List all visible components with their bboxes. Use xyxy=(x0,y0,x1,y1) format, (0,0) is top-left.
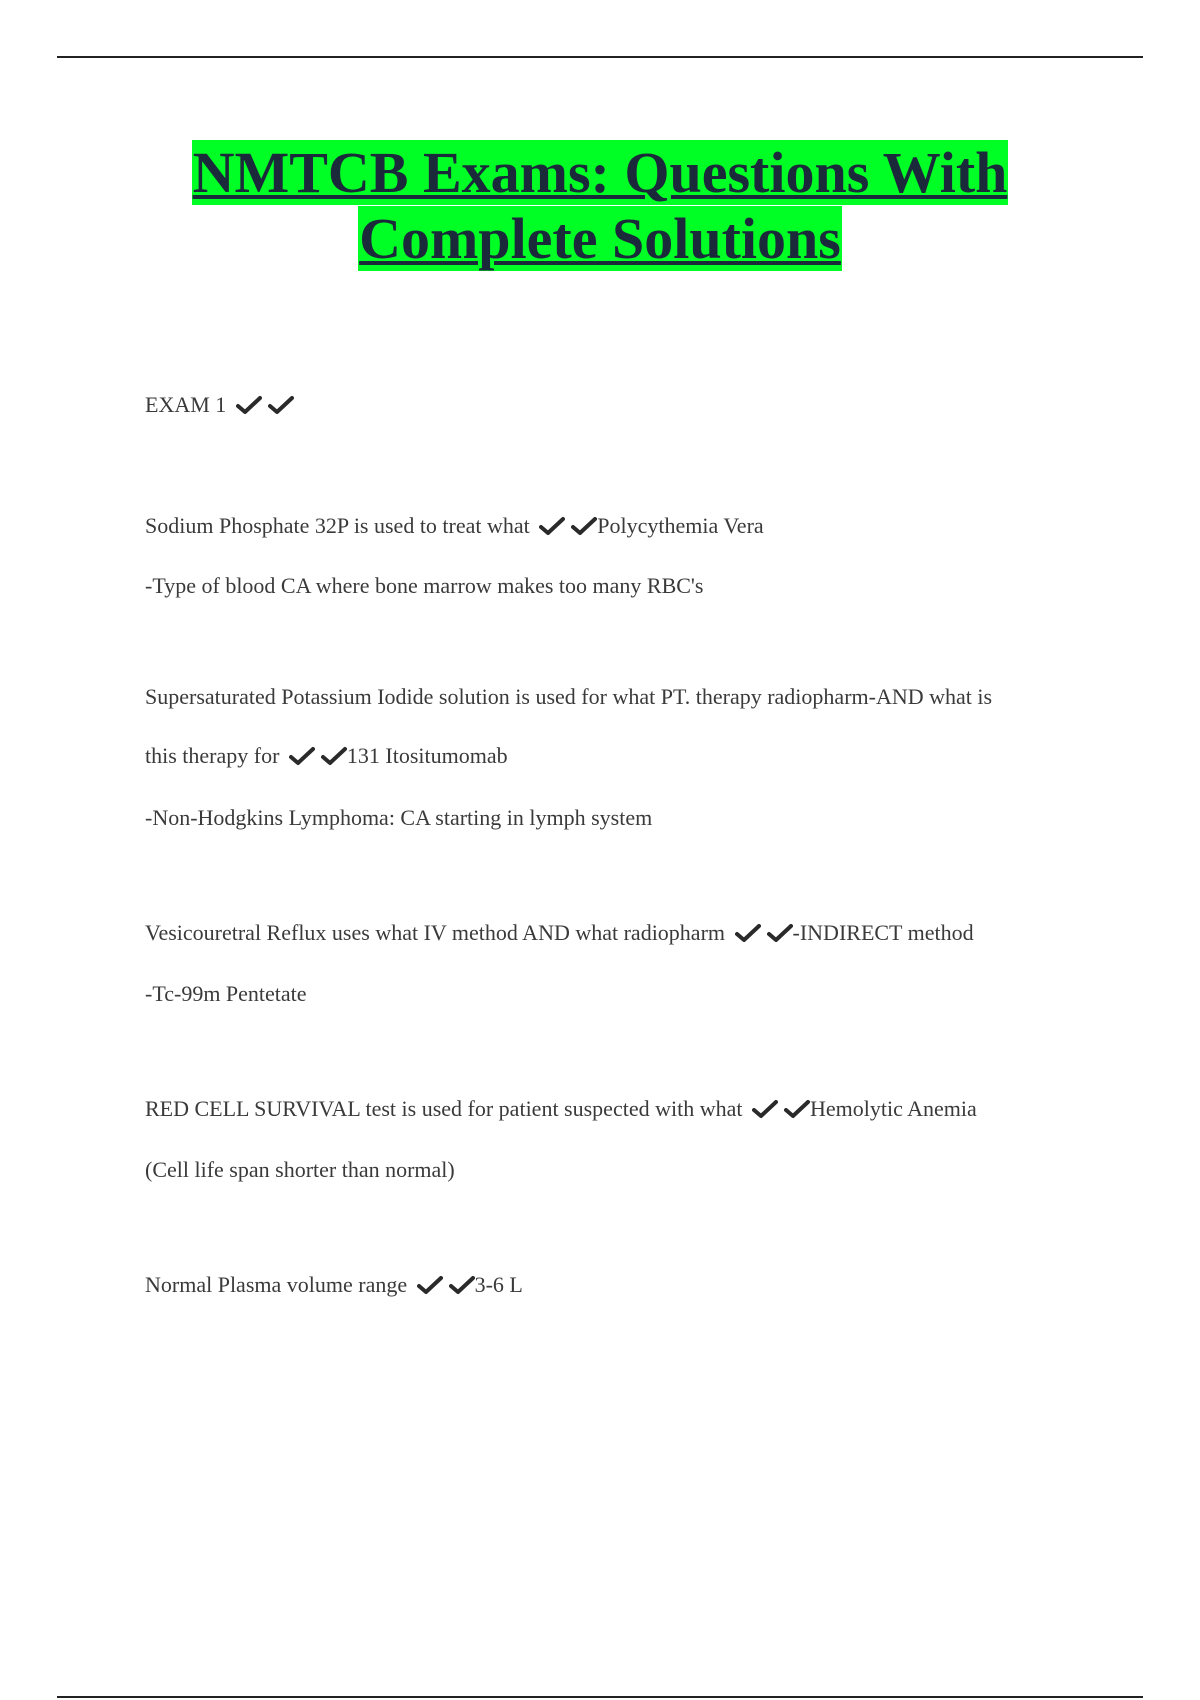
checkmark-icon xyxy=(236,395,262,415)
answer-note: -Tc-99m Pentetate xyxy=(145,981,307,1006)
answer-text: Hemolytic Anemia xyxy=(809,1096,977,1121)
document-title xyxy=(0,140,1200,272)
qa-item xyxy=(145,742,508,770)
checkmark-icon xyxy=(268,395,294,415)
qa-item xyxy=(145,1095,977,1123)
question-text: Normal Plasma volume range xyxy=(145,1272,408,1297)
question-text: RED CELL SURVIVAL test is used for patient suspected with what xyxy=(145,1096,743,1121)
answer-text: -INDIRECT method xyxy=(792,920,974,945)
answer-text: 131 Itositumomab xyxy=(346,743,508,768)
section-heading xyxy=(145,391,294,419)
checkmark-icon xyxy=(571,516,597,536)
top-rule xyxy=(57,56,1143,58)
answer-text: Polycythemia Vera xyxy=(597,513,764,538)
checkmark-icon xyxy=(767,923,793,943)
checkmark-icon xyxy=(449,1275,475,1295)
question-text: Sodium Phosphate 32P is used to treat what xyxy=(145,513,530,538)
answer-note: -Type of blood CA where bone marrow makes too many RBC's xyxy=(145,573,704,598)
checkmark-icon xyxy=(539,516,565,536)
question-text: Vesicouretral Reflux uses what IV method AND what radiopharm xyxy=(145,920,726,945)
answer-text: 3-6 L xyxy=(474,1272,523,1297)
answer-note: (Cell life span shorter than normal) xyxy=(145,1157,455,1182)
bottom-rule xyxy=(57,1696,1143,1698)
checkmark-icon xyxy=(784,1099,810,1119)
checkmark-icon xyxy=(735,923,761,943)
answer-note: -Non-Hodgkins Lymphoma: CA starting in lymph system xyxy=(145,805,653,830)
section-label: EXAM 1 xyxy=(145,392,227,417)
checkmark-icon xyxy=(752,1099,778,1119)
checkmark-icon xyxy=(289,746,315,766)
qa-item xyxy=(145,919,974,947)
qa-item xyxy=(145,512,764,540)
checkmark-icon xyxy=(321,746,347,766)
qa-item xyxy=(145,1271,523,1299)
title-line-2: Complete Solutions xyxy=(359,206,841,271)
question-text: Supersaturated Potassium Iodide solution is used for what PT. therapy radiopharm-AND what is xyxy=(145,684,993,709)
checkmark-icon xyxy=(417,1275,443,1295)
title-line-1: NMTCB Exams: Questions With xyxy=(192,140,1008,205)
question-text-cont: this therapy for xyxy=(145,743,280,768)
